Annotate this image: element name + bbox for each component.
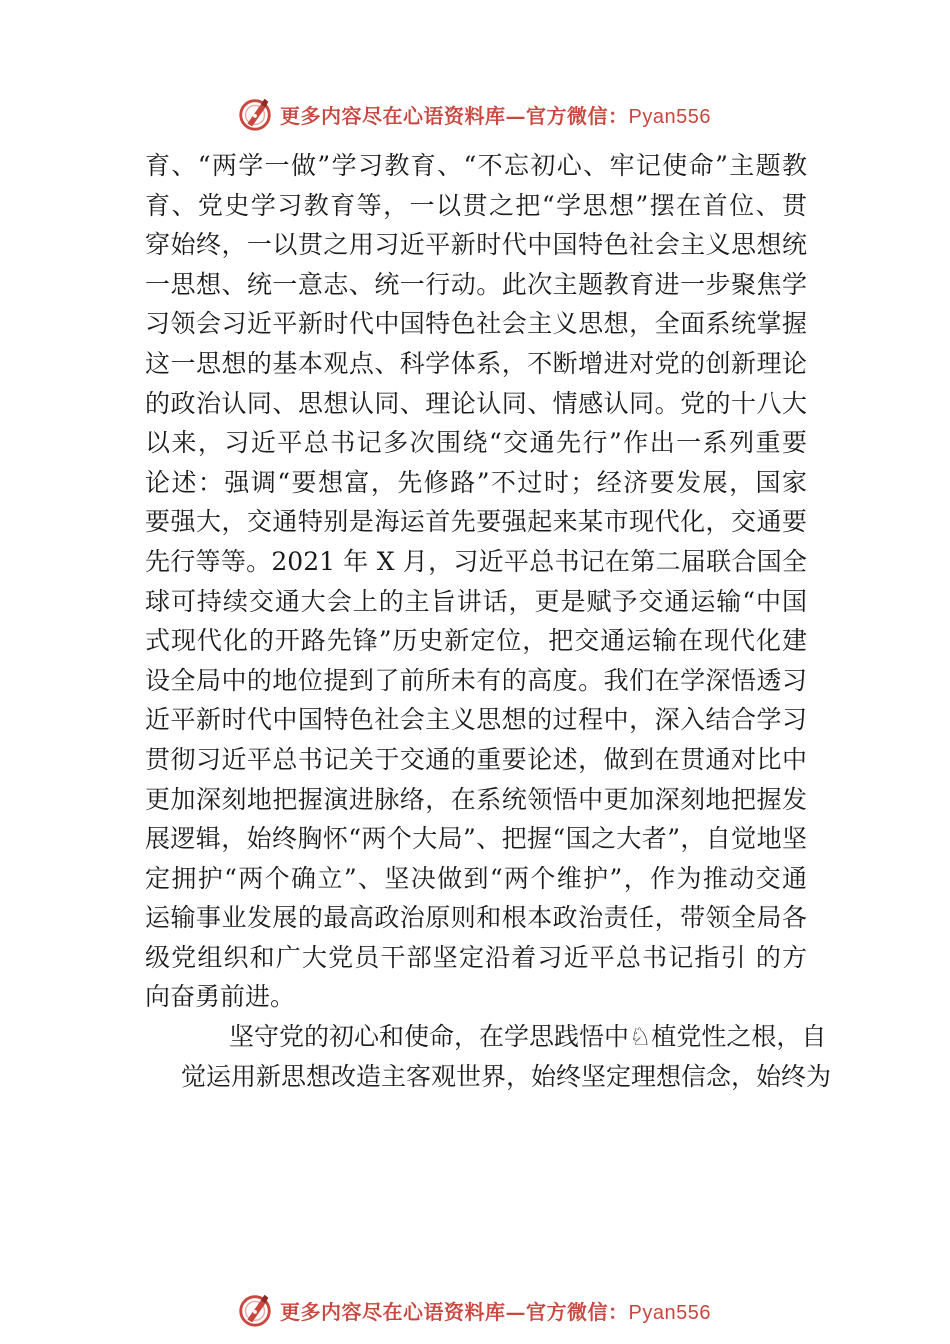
- text-line: 定拥护“两个确立”、坚决做到“两个维护”，作为推动交通: [145, 863, 807, 893]
- text-line: 先行等等。2021 年 X 月，习近平总书记在第二届联合国全: [145, 546, 807, 576]
- header-banner: [236, 94, 711, 134]
- text-line: 育、“两学一做”学习教育、“不忘初心、牢记使命”主题教: [145, 151, 807, 180]
- text-line: 坚守党的初心和使命，在学思践悟中♘植党性之根，自: [229, 1022, 827, 1052]
- text-line: 贯彻习近平总书记关于交通的重要论述，做到在贯通对比中: [145, 744, 807, 774]
- text-line: 觉运用新思想改造主客观世界，始终坚定理想信念，始终为: [181, 1061, 832, 1091]
- paragraph-2: [145, 1017, 832, 1096]
- text-line: 一思想、统一意志、统一行动。此次主题教育进一步聚焦学: [145, 269, 807, 299]
- text-line: 展逻辑，始终胸怀“两个大局”、把握“国之大者”，自觉地坚: [145, 824, 807, 854]
- text-line: 穿始终，一以贯之用习近平新时代中国特色社会主义思想统: [145, 230, 807, 260]
- text-line: 级党组织和广大党员干部坚定沿着习近平总书记指引 的方: [145, 942, 807, 972]
- text-line: 要强大，交通特别是海运首先要强起来某市现代化，交通要: [145, 507, 807, 537]
- footer-banner-text: 更多内容尽在心语资料库—官方微信：Pyan556: [280, 1299, 711, 1324]
- text-line: 的政治认同、思想认同、理论认同、情感认同。党的十八大: [145, 388, 807, 418]
- text-line: 习领会习近平新时代中国特色社会主义思想，全面系统掌握: [145, 309, 807, 339]
- text-line: 以来，习近平总书记多次围绕“交通先行”作出一系列重要: [145, 428, 807, 458]
- text-line: 育、党史学习教育等，一以贯之把“学思想”摆在首位、贯: [145, 190, 807, 220]
- text-line: 这一思想的基本观点、科学体系，不断增进对党的创新理论: [145, 348, 807, 378]
- pen-nib-logo-icon: [236, 95, 274, 133]
- text-line: 更加深刻地把握演进脉络，在系统领悟中更加深刻地把握发: [145, 784, 807, 814]
- text-line: 运输事业发展的最高政治原则和根本政治责任，带领全局各: [145, 903, 807, 933]
- paragraph-1: [145, 146, 807, 1017]
- text-line: 式现代化的开路先锋”历史新定位，把交通运输在现代化建: [145, 626, 807, 656]
- text-line: 论述：强调“要想富，先修路”不过时；经济要发展，国家: [145, 467, 807, 497]
- header-banner-id: Pyan556: [628, 105, 711, 128]
- text-line: 设全局中的地位提到了前所未有的高度。我们在学深悟透习: [145, 665, 807, 695]
- pen-nib-logo-icon: [236, 1291, 274, 1329]
- header-banner-text: 更多内容尽在心语资料库—官方微信：Pyan556: [280, 103, 711, 128]
- document-body: [145, 146, 832, 1096]
- footer-banner: [236, 1290, 711, 1330]
- text-line: 球可持续交通大会上的主旨讲话，更是赋予交通运输“中国: [145, 586, 807, 616]
- text-line: 近平新时代中国特色社会主义思想的过程中，深入结合学习: [145, 705, 807, 735]
- footer-banner-id: Pyan556: [628, 1301, 711, 1324]
- text-line: 向奋勇前进。: [145, 982, 296, 1012]
